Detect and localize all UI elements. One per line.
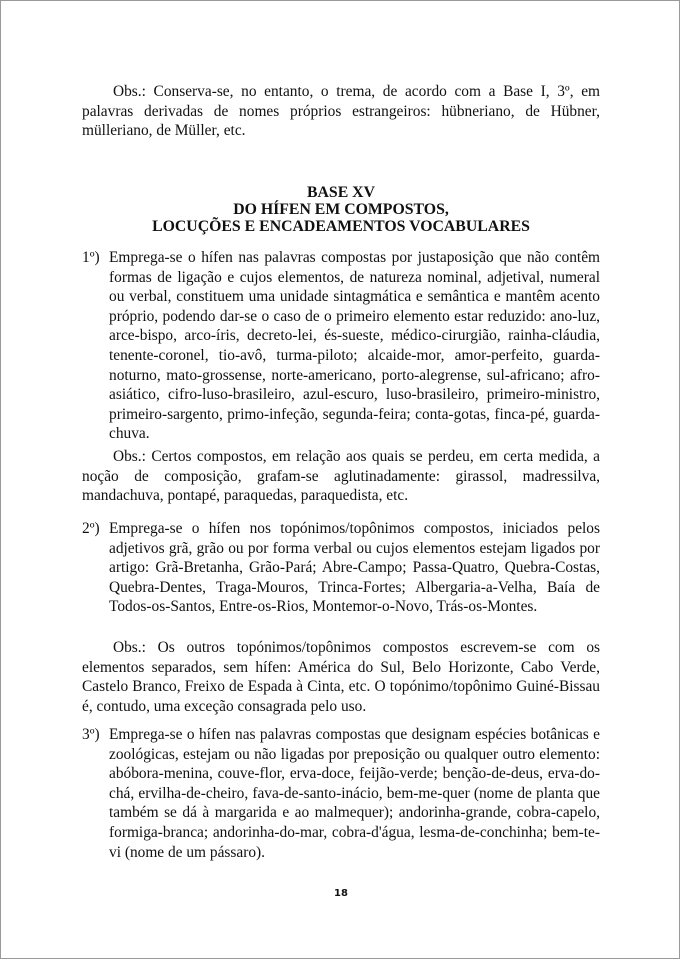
intro-obs-block: [82, 82, 600, 141]
rule-3: [82, 725, 600, 862]
intro-obs-paragraph: Obs.: Conserva-se, no entanto, o trema, de acordo com a Base I, 3º, em palavras derivadas de nomes próprios estrangeiros: hübneriano, de Hübner, mülleriano, de Müller, etc.: [82, 83, 600, 140]
rule-text: Emprega-se o hífen nas palavras compostas por justaposição que não contêm formas de ligação e cujos elementos, de natureza nominal, adjetival, numeral ou verbal, constituem uma unidade sintagmática e semântica e mantêm acento próprio, podendo dar-se o caso de o primeiro elemento estar reduzido: ano-luz, arce-bispo, arco-íris, decreto-lei, és-sueste, médico-cirurgião, rainha-cláudia, tenente-coronel, tio-avô, turma-piloto; alcaide-mor, amor-perfeito, guarda-noturno, mato-grossense, norte-americano, porto-alegrense, sul-africano; afro-asiático, cifro-luso-brasileiro, azul-escuro, luso-brasileiro, primeiro-ministro, primeiro-sargento, primo-infeção, segunda-feira; conta-gotas, finca-pé, guarda-chuva.: [109, 249, 600, 443]
rule-obs-paragraph: Obs.: Os outros topónimos/topônimos compostos escrevem-se com os elementos separados, sem hífen: América do Sul, Belo Horizonte, Cabo Verde, Castelo Branco, Freixo de Espada à Cinta, etc. O topónimo/topônimo Guiné-Bissau é, contudo, uma exceção consagrada pelo uso.: [82, 639, 600, 715]
base-title: BASE XV: [306, 184, 376, 201]
rule-2-obs-block: [82, 638, 600, 716]
rule-number: 2º): [82, 520, 100, 537]
rule-text: Emprega-se o hífen nos topónimos/topônimos compostos, iniciados pelos adjetivos grã, grão ou por forma verbal ou cujos elementos estejam ligados por artigo: Grã-Bretanha, Grão-Pará; Abre-Campo; Passa-Quatro, Quebra-Costas, Quebra-Dentes, Traga-Mouros, Trinca-Fortes; Albergaria-a-Velha, Baía de Todos-os-Santos, Entre-os-Rios, Montemor-o-Novo, Trás-os-Montes.: [109, 520, 600, 616]
rule-1: [82, 248, 600, 444]
section-heading: [82, 184, 600, 235]
rule-1-obs-block: [82, 447, 600, 506]
page-number: 18: [334, 888, 348, 899]
rule-2: [82, 519, 600, 617]
base-subtitle-line-1: DO HÍFEN EM COMPOSTOS,: [233, 201, 449, 218]
rule-number: 3º): [82, 726, 100, 743]
rule-text: Emprega-se o hífen nas palavras compostas que designam espécies botânicas e zoológicas, estejam ou não ligadas por preposição ou qualquer outro elemento: abóbora-menina, couve-flor, erva-doce, feijão-verde; benção-de-deus, erva-do-chá, ervilha-de-cheiro, fava-de-santo-inácio, bem-me-quer (nome de planta que também se dá à margarida e ao malmequer); andorinha-grande, cobra-capelo, formiga-branca; andorinha-do-mar, cobra-d'água, lesma-de-conchinha; bem-te-vi (nome de um pássaro).: [109, 726, 600, 861]
rule-obs-paragraph: Obs.: Certos compostos, em relação aos quais se perdeu, em certa medida, a noção de composição, grafam-se aglutinadamente: girassol, madressilva, mandachuva, pontapé, paraquedas, paraquedista, etc.: [82, 448, 600, 505]
rule-number: 1º): [82, 249, 100, 266]
base-subtitle-line-2: LOCUÇÕES E ENCADEAMENTOS VOCABULARES: [152, 218, 530, 235]
